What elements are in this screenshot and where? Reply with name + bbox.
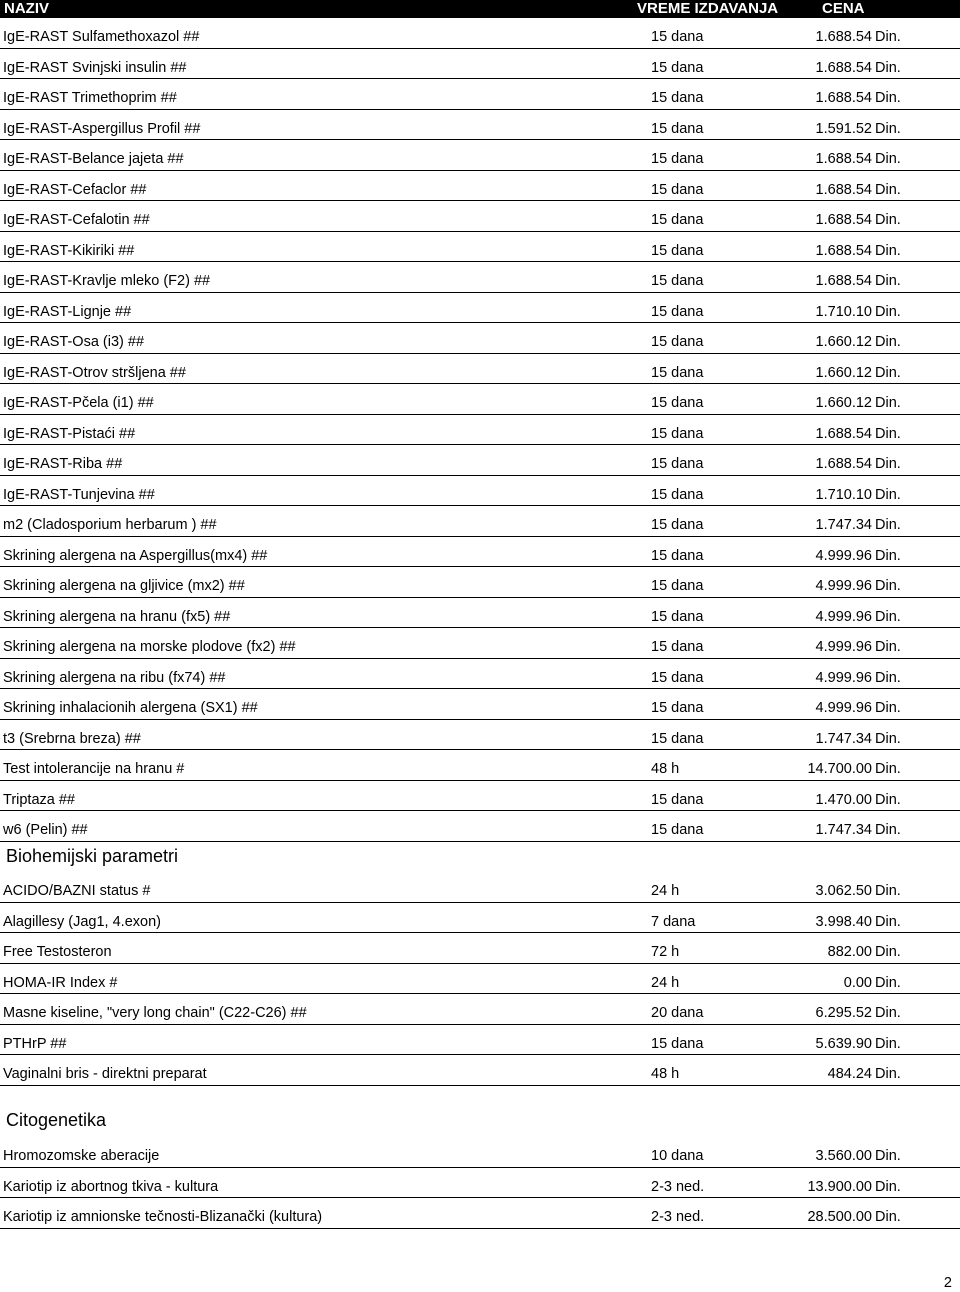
turnaround-time: 24 h bbox=[651, 883, 680, 899]
table-row bbox=[0, 903, 960, 934]
price-value: 4.999.96 bbox=[815, 639, 872, 655]
turnaround-time: 20 dana bbox=[651, 1005, 704, 1021]
test-name: IgE-RAST-Pistaći ## bbox=[3, 425, 136, 442]
currency-label: Din. bbox=[875, 303, 901, 320]
test-name: Vaginalni bris - direktni preparat bbox=[3, 1066, 207, 1082]
table-row bbox=[0, 781, 960, 812]
test-name: ACIDO/BAZNI status # bbox=[3, 883, 151, 899]
currency-label: Din. bbox=[875, 59, 901, 76]
turnaround-time: 10 dana bbox=[651, 1148, 704, 1164]
price-value: 1.470.00 bbox=[815, 791, 872, 808]
column-header-time: VREME IZDAVANJA bbox=[637, 0, 779, 17]
currency-label: Din. bbox=[875, 974, 901, 991]
currency-label: Din. bbox=[875, 669, 901, 686]
test-name: Hromozomske aberacije bbox=[3, 1148, 160, 1164]
table-row bbox=[0, 323, 960, 354]
test-name: PTHrP ## bbox=[3, 1035, 67, 1052]
price-value: 1.660.12 bbox=[815, 364, 872, 381]
turnaround-time: 15 dana bbox=[651, 822, 704, 838]
test-name: Kariotip iz amnionske tečnosti-Blizanački (kultura) bbox=[3, 1209, 323, 1225]
table-row bbox=[0, 445, 960, 476]
currency-label: Din. bbox=[875, 395, 901, 411]
currency-label: Din. bbox=[875, 1035, 901, 1052]
section-cytogenetics bbox=[0, 1137, 960, 1229]
table-row bbox=[0, 933, 960, 964]
table-row bbox=[0, 659, 960, 690]
currency-label: Din. bbox=[875, 700, 901, 716]
test-name: Skrining alergena na ribu (fx74) ## bbox=[3, 669, 226, 686]
turnaround-time: 24 h bbox=[651, 974, 680, 991]
price-value: 484.24 bbox=[827, 1066, 872, 1082]
test-name: Skrining alergena na Aspergillus(mx4) ## bbox=[3, 547, 268, 564]
price-value: 0.00 bbox=[843, 974, 872, 991]
price-value: 1.710.10 bbox=[815, 303, 872, 320]
test-name: HOMA-IR Index # bbox=[3, 974, 118, 991]
price-value: 28.500.00 bbox=[807, 1209, 872, 1225]
test-name: IgE-RAST-Kikiriki ## bbox=[3, 242, 135, 259]
price-value: 1.591.52 bbox=[815, 120, 872, 137]
test-name: IgE-RAST-Cefaclor ## bbox=[3, 181, 147, 198]
test-name: Skrining alergena na gljivice (mx2) ## bbox=[3, 578, 245, 594]
price-value: 1.660.12 bbox=[815, 395, 872, 411]
test-name: IgE-RAST Svinjski insulin ## bbox=[3, 59, 187, 76]
table-row bbox=[0, 872, 960, 903]
price-value: 1.660.12 bbox=[815, 334, 872, 350]
table-row bbox=[0, 1025, 960, 1056]
currency-label: Din. bbox=[875, 944, 901, 960]
test-name: t3 (Srebrna breza) ## bbox=[3, 730, 141, 747]
turnaround-time: 15 dana bbox=[651, 364, 704, 381]
currency-label: Din. bbox=[875, 1005, 901, 1021]
table-row bbox=[0, 49, 960, 80]
test-name: IgE-RAST-Lignje ## bbox=[3, 303, 132, 320]
table-row bbox=[0, 994, 960, 1025]
currency-label: Din. bbox=[875, 456, 901, 472]
currency-label: Din. bbox=[875, 242, 901, 259]
currency-label: Din. bbox=[875, 425, 901, 442]
test-name: Skrining inhalacionih alergena (SX1) ## bbox=[3, 700, 258, 716]
test-name: Free Testosteron bbox=[3, 944, 112, 960]
turnaround-time: 15 dana bbox=[651, 59, 704, 76]
turnaround-time: 15 dana bbox=[651, 212, 704, 228]
test-name: IgE-RAST-Aspergillus Profil ## bbox=[3, 120, 201, 137]
table-row bbox=[0, 1137, 960, 1168]
price-value: 5.639.90 bbox=[815, 1035, 872, 1052]
turnaround-time: 15 dana bbox=[651, 547, 704, 564]
turnaround-time: 2-3 ned. bbox=[651, 1209, 705, 1225]
test-name: IgE-RAST-Riba ## bbox=[3, 456, 123, 472]
table-row bbox=[0, 293, 960, 324]
test-name: Alagillesy (Jag1, 4.exon) bbox=[3, 913, 161, 930]
test-name: w6 (Pelin) ## bbox=[3, 822, 88, 838]
table-row bbox=[0, 689, 960, 720]
currency-label: Din. bbox=[875, 364, 901, 381]
turnaround-time: 15 dana bbox=[651, 608, 704, 625]
turnaround-time: 15 dana bbox=[651, 120, 704, 137]
price-value: 1.688.54 bbox=[815, 151, 872, 167]
price-value: 13.900.00 bbox=[807, 1178, 872, 1195]
table-row bbox=[0, 537, 960, 568]
table-row bbox=[0, 262, 960, 293]
turnaround-time: 15 dana bbox=[651, 578, 704, 594]
currency-label: Din. bbox=[875, 547, 901, 564]
table-row bbox=[0, 1055, 960, 1086]
currency-label: Din. bbox=[875, 29, 901, 45]
test-name: IgE-RAST Sulfamethoxazol ## bbox=[3, 29, 200, 45]
turnaround-time: 15 dana bbox=[651, 456, 704, 472]
test-name: Kariotip iz abortnog tkiva - kultura bbox=[3, 1178, 219, 1195]
table-row bbox=[0, 415, 960, 446]
price-value: 6.295.52 bbox=[815, 1005, 872, 1021]
turnaround-time: 72 h bbox=[651, 944, 680, 960]
table-row bbox=[0, 598, 960, 629]
currency-label: Din. bbox=[875, 120, 901, 137]
turnaround-time: 15 dana bbox=[651, 1035, 704, 1052]
currency-label: Din. bbox=[875, 639, 901, 655]
table-row bbox=[0, 567, 960, 598]
table-row bbox=[0, 476, 960, 507]
table-row bbox=[0, 811, 960, 842]
currency-label: Din. bbox=[875, 181, 901, 198]
table-row bbox=[0, 628, 960, 659]
currency-label: Din. bbox=[875, 486, 901, 503]
price-value: 4.999.96 bbox=[815, 700, 872, 716]
table-row bbox=[0, 79, 960, 110]
price-value: 14.700.00 bbox=[807, 761, 872, 777]
table-row bbox=[0, 720, 960, 751]
price-value: 1.688.54 bbox=[815, 90, 872, 106]
currency-label: Din. bbox=[875, 1209, 901, 1225]
test-name: m2 (Cladosporium herbarum ) ## bbox=[3, 517, 217, 533]
price-value: 1.747.34 bbox=[815, 517, 872, 533]
currency-label: Din. bbox=[875, 608, 901, 625]
currency-label: Din. bbox=[875, 730, 901, 747]
price-value: 1.710.10 bbox=[815, 486, 872, 503]
test-name: IgE-RAST-Tunjevina ## bbox=[3, 486, 155, 503]
page-number: 2 bbox=[943, 1275, 952, 1291]
price-value: 3.560.00 bbox=[815, 1148, 872, 1164]
table-row bbox=[0, 171, 960, 202]
test-name: IgE-RAST-Pčela (i1) ## bbox=[3, 395, 154, 411]
currency-label: Din. bbox=[875, 273, 901, 289]
table-row bbox=[0, 964, 960, 995]
test-name: IgE-RAST-Otrov stršljena ## bbox=[3, 364, 186, 381]
test-name: IgE-RAST Trimethoprim ## bbox=[3, 90, 177, 106]
turnaround-time: 48 h bbox=[651, 1066, 680, 1082]
column-header-price: CENA bbox=[822, 0, 865, 17]
test-name: IgE-RAST-Osa (i3) ## bbox=[3, 334, 145, 350]
test-name: IgE-RAST-Kravlje mleko (F2) ## bbox=[3, 273, 211, 289]
price-value: 4.999.96 bbox=[815, 608, 872, 625]
test-name: Skrining alergena na hranu (fx5) ## bbox=[3, 608, 231, 625]
test-name: Masne kiseline, "very long chain" (C22-C26) ## bbox=[3, 1005, 307, 1021]
table-row bbox=[0, 1198, 960, 1229]
section-title-biochemistry: Biohemijski parametri bbox=[6, 846, 179, 866]
turnaround-time: 15 dana bbox=[651, 181, 704, 198]
turnaround-time: 15 dana bbox=[651, 273, 704, 289]
section-allergy bbox=[0, 18, 960, 842]
currency-label: Din. bbox=[875, 1148, 901, 1164]
price-value: 1.688.54 bbox=[815, 425, 872, 442]
turnaround-time: 15 dana bbox=[651, 669, 704, 686]
turnaround-time: 15 dana bbox=[651, 425, 704, 442]
table-row bbox=[0, 1168, 960, 1199]
currency-label: Din. bbox=[875, 913, 901, 930]
price-value: 1.688.54 bbox=[815, 242, 872, 259]
price-value: 4.999.96 bbox=[815, 547, 872, 564]
table-row bbox=[0, 750, 960, 781]
turnaround-time: 15 dana bbox=[651, 242, 704, 259]
turnaround-time: 2-3 ned. bbox=[651, 1178, 705, 1195]
table-row bbox=[0, 140, 960, 171]
currency-label: Din. bbox=[875, 212, 901, 228]
turnaround-time: 15 dana bbox=[651, 486, 704, 503]
currency-label: Din. bbox=[875, 578, 901, 594]
price-value: 1.688.54 bbox=[815, 29, 872, 45]
turnaround-time: 15 dana bbox=[651, 639, 704, 655]
test-name: Triptaza ## bbox=[3, 791, 75, 808]
price-value: 1.688.54 bbox=[815, 181, 872, 198]
table-row bbox=[0, 232, 960, 263]
table-row bbox=[0, 354, 960, 385]
turnaround-time: 15 dana bbox=[651, 303, 704, 320]
test-name: IgE-RAST-Cefalotin ## bbox=[3, 212, 150, 228]
currency-label: Din. bbox=[875, 517, 901, 533]
currency-label: Din. bbox=[875, 334, 901, 350]
turnaround-time: 15 dana bbox=[651, 151, 704, 167]
table-header bbox=[0, 0, 960, 18]
price-value: 3.062.50 bbox=[815, 883, 872, 899]
table-row bbox=[0, 506, 960, 537]
table-row bbox=[0, 201, 960, 232]
turnaround-time: 15 dana bbox=[651, 395, 704, 411]
currency-label: Din. bbox=[875, 1066, 901, 1082]
turnaround-time: 15 dana bbox=[651, 29, 704, 45]
test-name: Test intolerancije na hranu # bbox=[3, 761, 185, 777]
price-value: 882.00 bbox=[827, 944, 872, 960]
turnaround-time: 7 dana bbox=[651, 913, 696, 930]
price-value: 4.999.96 bbox=[815, 669, 872, 686]
column-header-name: NAZIV bbox=[4, 0, 49, 17]
section-biochemistry bbox=[0, 872, 960, 1086]
currency-label: Din. bbox=[875, 883, 901, 899]
test-name: IgE-RAST-Belance jajeta ## bbox=[3, 151, 184, 167]
price-value: 1.688.54 bbox=[815, 59, 872, 76]
price-value: 1.688.54 bbox=[815, 212, 872, 228]
price-value: 1.747.34 bbox=[815, 730, 872, 747]
table-row bbox=[0, 384, 960, 415]
table-row bbox=[0, 18, 960, 49]
turnaround-time: 15 dana bbox=[651, 730, 704, 747]
price-value: 1.747.34 bbox=[815, 822, 872, 838]
turnaround-time: 15 dana bbox=[651, 700, 704, 716]
test-name: Skrining alergena na morske plodove (fx2) ## bbox=[3, 639, 296, 655]
currency-label: Din. bbox=[875, 761, 901, 777]
section-title-cytogenetics: Citogenetika bbox=[6, 1110, 107, 1130]
price-value: 1.688.54 bbox=[815, 456, 872, 472]
currency-label: Din. bbox=[875, 791, 901, 808]
turnaround-time: 15 dana bbox=[651, 517, 704, 533]
turnaround-time: 15 dana bbox=[651, 90, 704, 106]
turnaround-time: 48 h bbox=[651, 761, 680, 777]
currency-label: Din. bbox=[875, 1178, 901, 1195]
currency-label: Din. bbox=[875, 90, 901, 106]
price-value: 1.688.54 bbox=[815, 273, 872, 289]
turnaround-time: 15 dana bbox=[651, 791, 704, 808]
price-value: 4.999.96 bbox=[815, 578, 872, 594]
price-value: 3.998.40 bbox=[815, 913, 872, 930]
table-row bbox=[0, 110, 960, 141]
currency-label: Din. bbox=[875, 151, 901, 167]
turnaround-time: 15 dana bbox=[651, 334, 704, 350]
currency-label: Din. bbox=[875, 822, 901, 838]
